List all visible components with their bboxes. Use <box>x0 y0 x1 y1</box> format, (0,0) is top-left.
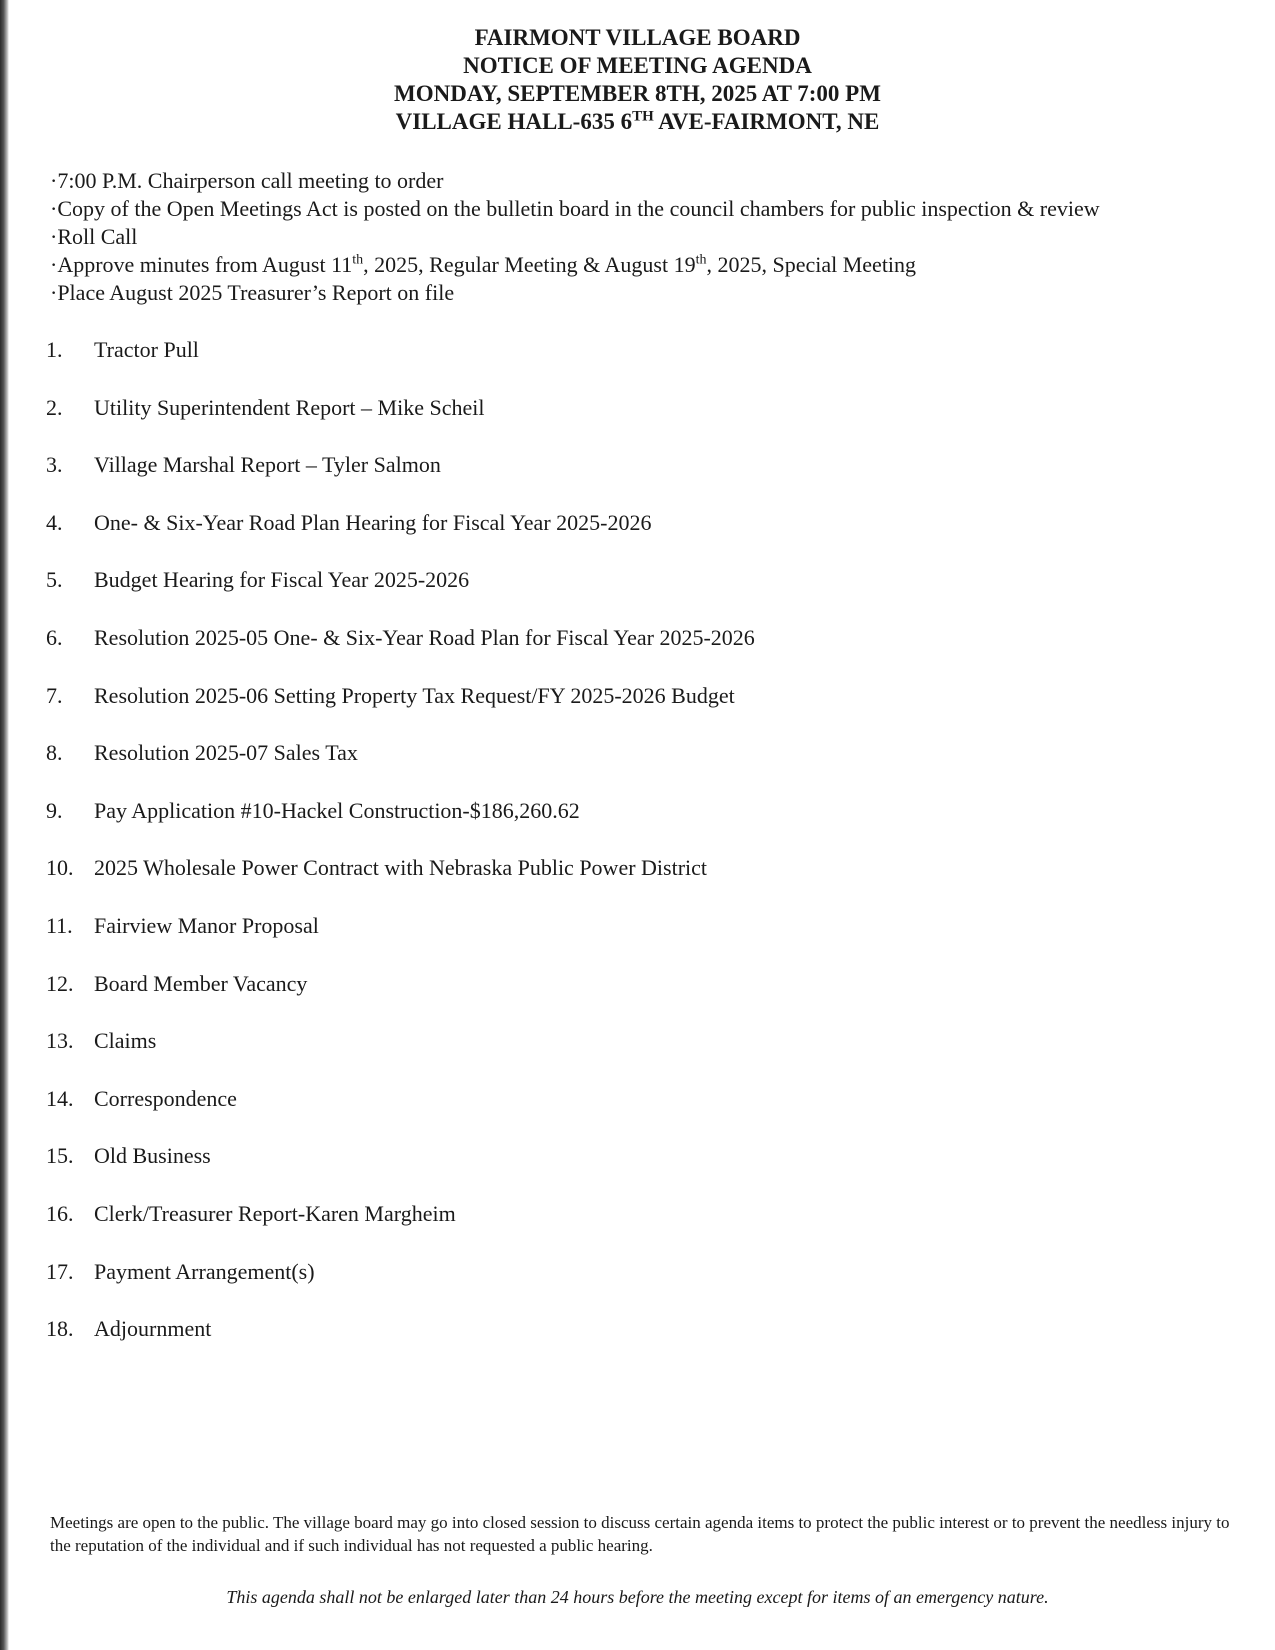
agenda-item-number: 17. <box>46 1258 74 1284</box>
treasurer-report: ·Place August 2025 Treasurer’s Report on file <box>50 280 455 305</box>
open-meetings-act: ·Copy of the Open Meetings Act is posted on the bulletin board in the council chambers for public inspection & review <box>50 196 1100 221</box>
agenda-item-number: 7. <box>46 682 63 708</box>
agenda-item <box>46 1028 1226 1086</box>
agenda-item-text: Board Member Vacancy <box>94 970 308 996</box>
agenda-item-number: 15. <box>46 1143 74 1169</box>
agenda-item <box>46 1086 1226 1144</box>
agenda-item-text: One- & Six-Year Road Plan Hearing for Fiscal Year 2025-2026 <box>94 509 652 535</box>
agenda-item-number: 9. <box>46 797 63 823</box>
agenda-item <box>46 913 1226 971</box>
agenda-item <box>46 1201 1226 1259</box>
approve-minutes <box>50 251 1260 279</box>
agenda-item <box>46 740 1226 798</box>
agenda-item-number: 1. <box>46 337 63 362</box>
agenda-item-text: Utility Superintendent Report – Mike Scheil <box>94 394 485 420</box>
minutes-sup-2: th <box>695 252 707 268</box>
agenda-item-number: 12. <box>46 970 74 996</box>
agenda-item <box>46 798 1226 856</box>
agenda-item <box>46 452 1226 510</box>
call-to-order: ·7:00 P.M. Chairperson call meeting to order <box>50 168 444 193</box>
minutes-part-b: , 2025, Regular Meeting & August 19 <box>363 252 696 277</box>
agenda-item-number: 6. <box>46 624 63 650</box>
agenda-item-text: Old Business <box>94 1143 211 1169</box>
agenda-item-number: 8. <box>46 740 63 766</box>
scan-edge-shadow <box>0 0 9 1650</box>
agenda-item <box>46 567 1226 625</box>
location-part-1: VILLAGE HALL-635 6 <box>395 109 633 134</box>
document-header <box>0 24 1275 136</box>
agenda-item <box>46 337 1226 395</box>
agenda-item-text: Correspondence <box>94 1085 237 1111</box>
agenda-item <box>46 1316 1226 1374</box>
agenda-item-text: Resolution 2025-06 Setting Property Tax Request/FY 2025-2026 Budget <box>94 682 735 708</box>
agenda-item-text: Payment Arrangement(s) <box>94 1258 315 1284</box>
meeting-location <box>0 108 1275 136</box>
agenda-item <box>46 1259 1226 1317</box>
minutes-part-a: ·Approve minutes from August 11 <box>50 252 353 277</box>
agenda-item-text: Clerk/Treasurer Report-Karen Margheim <box>94 1200 456 1226</box>
agenda-item-number: 5. <box>46 567 63 593</box>
agenda-item-number: 2. <box>46 394 63 420</box>
agenda-item-number: 11. <box>46 912 73 938</box>
agenda-item <box>46 1143 1226 1201</box>
agenda-item-number: 16. <box>46 1200 74 1226</box>
agenda-item-text: Tractor Pull <box>94 337 199 362</box>
agenda-item-number: 3. <box>46 452 63 478</box>
agenda-item <box>46 395 1226 453</box>
agenda-item-text: Village Marshal Report – Tyler Salmon <box>94 452 441 478</box>
board-name: FAIRMONT VILLAGE BOARD <box>474 25 801 50</box>
agenda-item-number: 13. <box>46 1028 74 1054</box>
roll-call: ·Roll Call <box>50 224 138 249</box>
agenda-list <box>46 337 1226 1374</box>
agenda-item-number: 18. <box>46 1316 74 1342</box>
public-notice: Meetings are open to the public. The village board may go into closed session to discuss certain agenda items to protect the public interest or to prevent the needless injury to the reputation of the individual and if such individual has not requested a public hearing. <box>50 1513 1230 1555</box>
agenda-item-text: Fairview Manor Proposal <box>94 912 319 938</box>
agenda-item-text: 2025 Wholesale Power Contract with Nebraska Public Power District <box>94 855 708 881</box>
agenda-item <box>46 510 1226 568</box>
meeting-datetime: MONDAY, SEPTEMBER 8TH, 2025 AT 7:00 PM <box>394 81 881 106</box>
minutes-part-c: , 2025, Special Meeting <box>706 252 917 277</box>
agenda-item-text: Claims <box>94 1028 157 1054</box>
agenda-item <box>46 855 1226 913</box>
location-part-2: AVE-FAIRMONT, NE <box>653 109 880 134</box>
location-superscript: TH <box>632 108 654 125</box>
agenda-item-text: Pay Application #10-Hackel Construction-$186,260.62 <box>94 797 580 823</box>
agenda-item-text: Adjournment <box>94 1316 212 1342</box>
preliminary-items <box>50 167 1260 307</box>
agenda-item-number: 4. <box>46 509 63 535</box>
agenda-item-text: Budget Hearing for Fiscal Year 2025-2026 <box>94 567 470 593</box>
agenda-item <box>46 971 1226 1029</box>
minutes-sup-1: th <box>352 252 364 268</box>
agenda-item-number: 10. <box>46 855 74 881</box>
agenda-item-text: Resolution 2025-07 Sales Tax <box>94 740 358 766</box>
agenda-item <box>46 625 1226 683</box>
notice-title: NOTICE OF MEETING AGENDA <box>463 53 812 78</box>
agenda-item-text: Resolution 2025-05 One- & Six-Year Road Plan for Fiscal Year 2025-2026 <box>94 624 755 650</box>
agenda-item <box>46 683 1226 741</box>
agenda-item-number: 14. <box>46 1085 74 1111</box>
agenda-footer-note: This agenda shall not be enlarged later than 24 hours before the meeting except for items of an emergency nature. <box>226 1587 1049 1607</box>
